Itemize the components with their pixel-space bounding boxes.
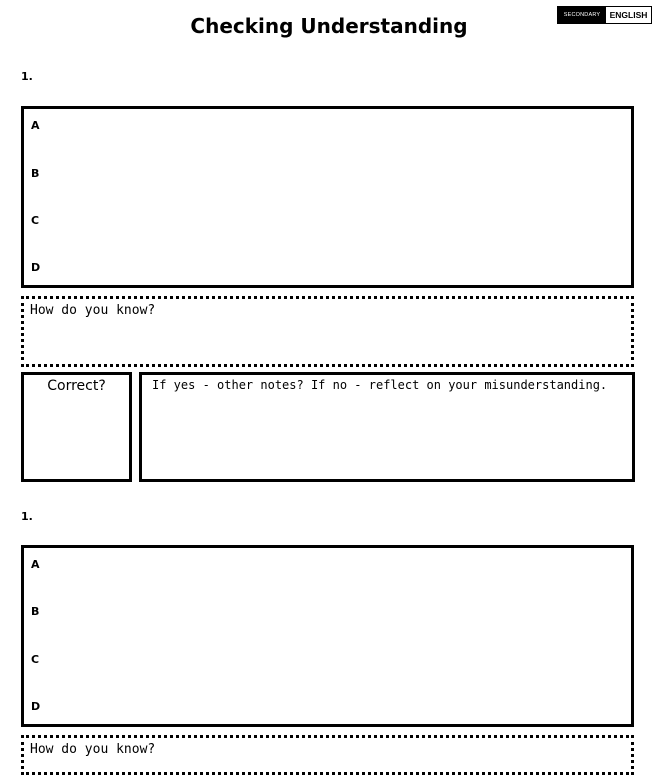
options-box	[21, 545, 634, 727]
page-title: Checking Understanding	[190, 14, 468, 38]
logo-english-text: ENGLISH	[609, 10, 648, 20]
option-c: C	[31, 214, 40, 227]
correct-label: Correct?	[47, 378, 106, 394]
logo	[557, 6, 652, 24]
how-do-you-know-box	[21, 735, 634, 775]
reflect-label: If yes - other notes? If no - reflect on your misunderstanding.	[152, 378, 608, 392]
how-do-you-know-box	[21, 296, 634, 367]
option-d: D	[31, 700, 41, 713]
option-c: C	[31, 653, 40, 666]
option-b: B	[31, 605, 40, 618]
option-b: B	[31, 167, 40, 180]
options-box	[21, 106, 634, 288]
how-do-you-know-label: How do you know?	[30, 303, 156, 318]
reflect-box	[139, 372, 635, 482]
correct-box	[21, 372, 132, 482]
question-number: 1.	[21, 70, 33, 83]
option-a: A	[31, 119, 40, 132]
option-d: D	[31, 261, 41, 274]
logo-secondary-text: SECONDARY	[558, 7, 606, 23]
question-number: 1.	[21, 510, 33, 523]
option-a: A	[31, 558, 40, 571]
how-do-you-know-label: How do you know?	[30, 742, 156, 757]
